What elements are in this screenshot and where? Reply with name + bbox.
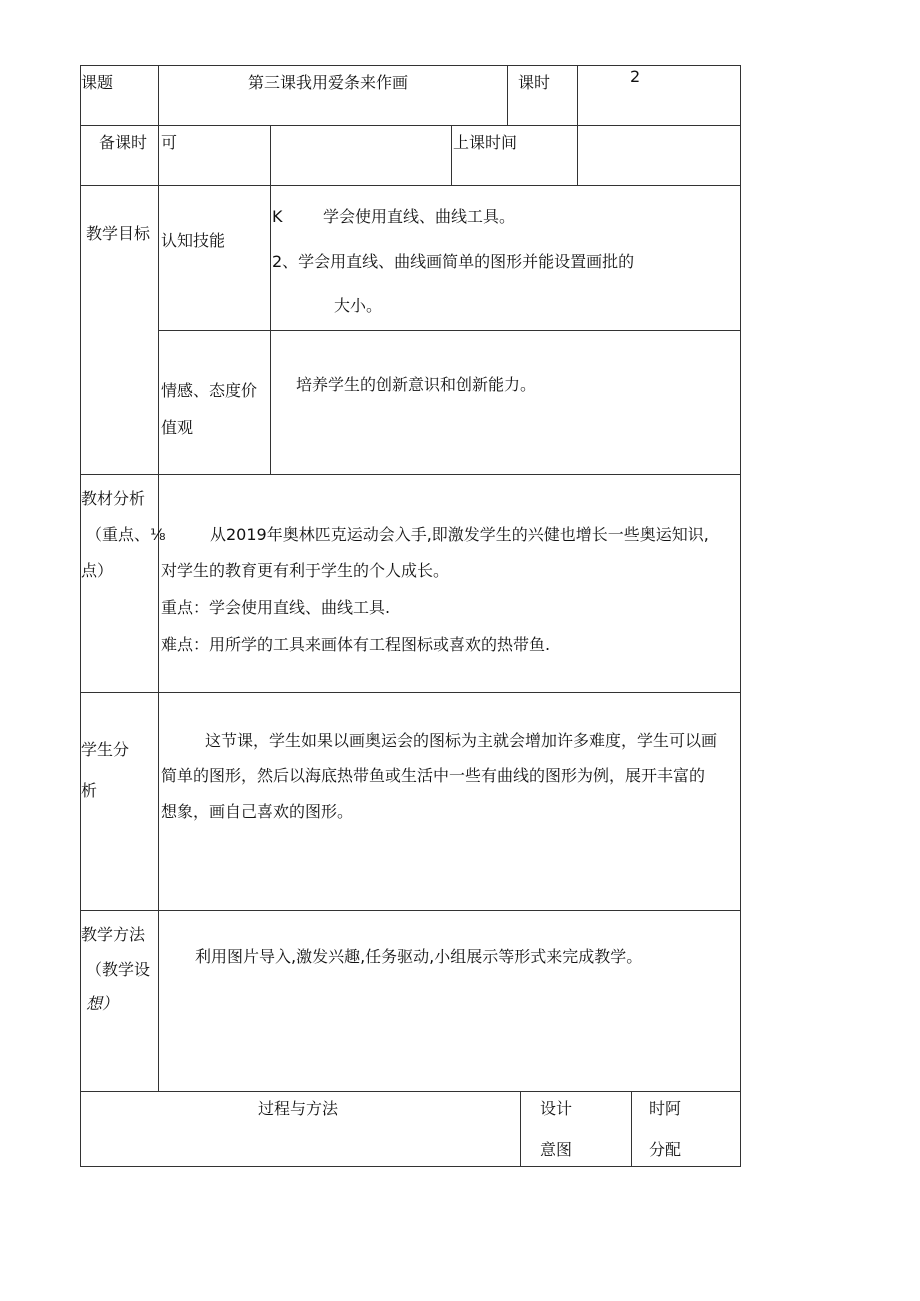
- prep-value: 可: [161, 133, 178, 152]
- col-divider-objectives: [270, 185, 271, 474]
- students-text-line2: 简单的图形，然后以海底热带鱼或生活中一些有曲线的图形为例，展开丰富的: [161, 766, 706, 785]
- emotion-label-line1: 情感、态度价: [161, 381, 258, 400]
- methods-label-line1: 教学方法: [81, 925, 146, 944]
- methods-label-line3: 想）: [86, 994, 119, 1013]
- topic-label: 课题: [81, 73, 114, 92]
- design-line1: 设计: [540, 1099, 573, 1118]
- col-divider-row2-a: [270, 125, 271, 185]
- col-divider-row1-b: [577, 65, 578, 125]
- col-divider-row1-a: [507, 65, 508, 125]
- process-label: 过程与方法: [258, 1099, 339, 1118]
- row-divider-1: [80, 125, 741, 126]
- col-divider-label: [158, 65, 159, 1091]
- material-label-line3: 点）: [81, 561, 114, 580]
- row-divider-2: [80, 185, 741, 186]
- students-label-line1: 学生分: [81, 740, 130, 759]
- hours-label: 课时: [518, 73, 551, 92]
- hours-value: 2: [630, 67, 641, 86]
- material-text-line2: 对学生的教育更有利于学生的个人成长。: [161, 561, 450, 580]
- methods-text: 利用图片导入,激发兴趣,任务驱动,小组展示等形式来完成教学。: [195, 947, 643, 966]
- col-divider-footer-b: [631, 1091, 632, 1167]
- emotion-text: 培养学生的创新意识和创新能力。: [296, 375, 537, 394]
- objectives-label: 教学目标: [86, 224, 151, 243]
- time-line1: 时阿: [649, 1099, 682, 1118]
- class-time-label: 上课时间: [453, 133, 518, 152]
- material-label-line1: 教材分析: [81, 489, 146, 508]
- material-label-line2: （重点、⅛: [86, 525, 166, 544]
- material-text-line1: 从2019年奥林匹克运动会入手,即激发学生的兴健也增长一些奥运知识,: [210, 525, 709, 544]
- students-text-line3: 想象，画自己喜欢的图形。: [161, 802, 354, 821]
- prep-label: 备课时: [99, 133, 148, 152]
- row-divider-4: [80, 692, 741, 693]
- col-divider-row2-b: [451, 125, 452, 185]
- material-difficulty: 难点：用所学的工具来画体有工程图标或喜欢的热带鱼.: [161, 635, 551, 654]
- emotion-label-line2: 值观: [161, 418, 194, 437]
- methods-label-line2: （教学设: [86, 960, 151, 979]
- students-text-line1: 这节课，学生如果以画奥运会的图标为主就会增加许多难度，学生可以画: [205, 731, 718, 750]
- cognitive-line3: 大小。: [334, 296, 383, 315]
- objectives-subdivider: [158, 330, 741, 331]
- design-line2: 意图: [540, 1140, 573, 1159]
- row-divider-5: [80, 910, 741, 911]
- row-divider-6: [80, 1091, 741, 1092]
- row-divider-3: [80, 474, 741, 475]
- material-key-point: 重点：学会使用直线、曲线工具.: [161, 598, 391, 617]
- col-divider-footer-a: [520, 1091, 521, 1167]
- cognitive-label: 认知技能: [161, 231, 226, 250]
- time-line2: 分配: [649, 1140, 682, 1159]
- students-label-line2: 析: [81, 781, 98, 800]
- cognitive-line1-text: 学会使用直线、曲线工具。: [323, 207, 516, 226]
- cognitive-line2: 2、学会用直线、曲线画简单的图形并能设置画批的: [272, 252, 635, 271]
- cognitive-line1-num: K: [272, 207, 283, 226]
- topic-value: 第三课我用爱条来作画: [248, 73, 409, 92]
- col-divider-row2-c: [577, 125, 578, 185]
